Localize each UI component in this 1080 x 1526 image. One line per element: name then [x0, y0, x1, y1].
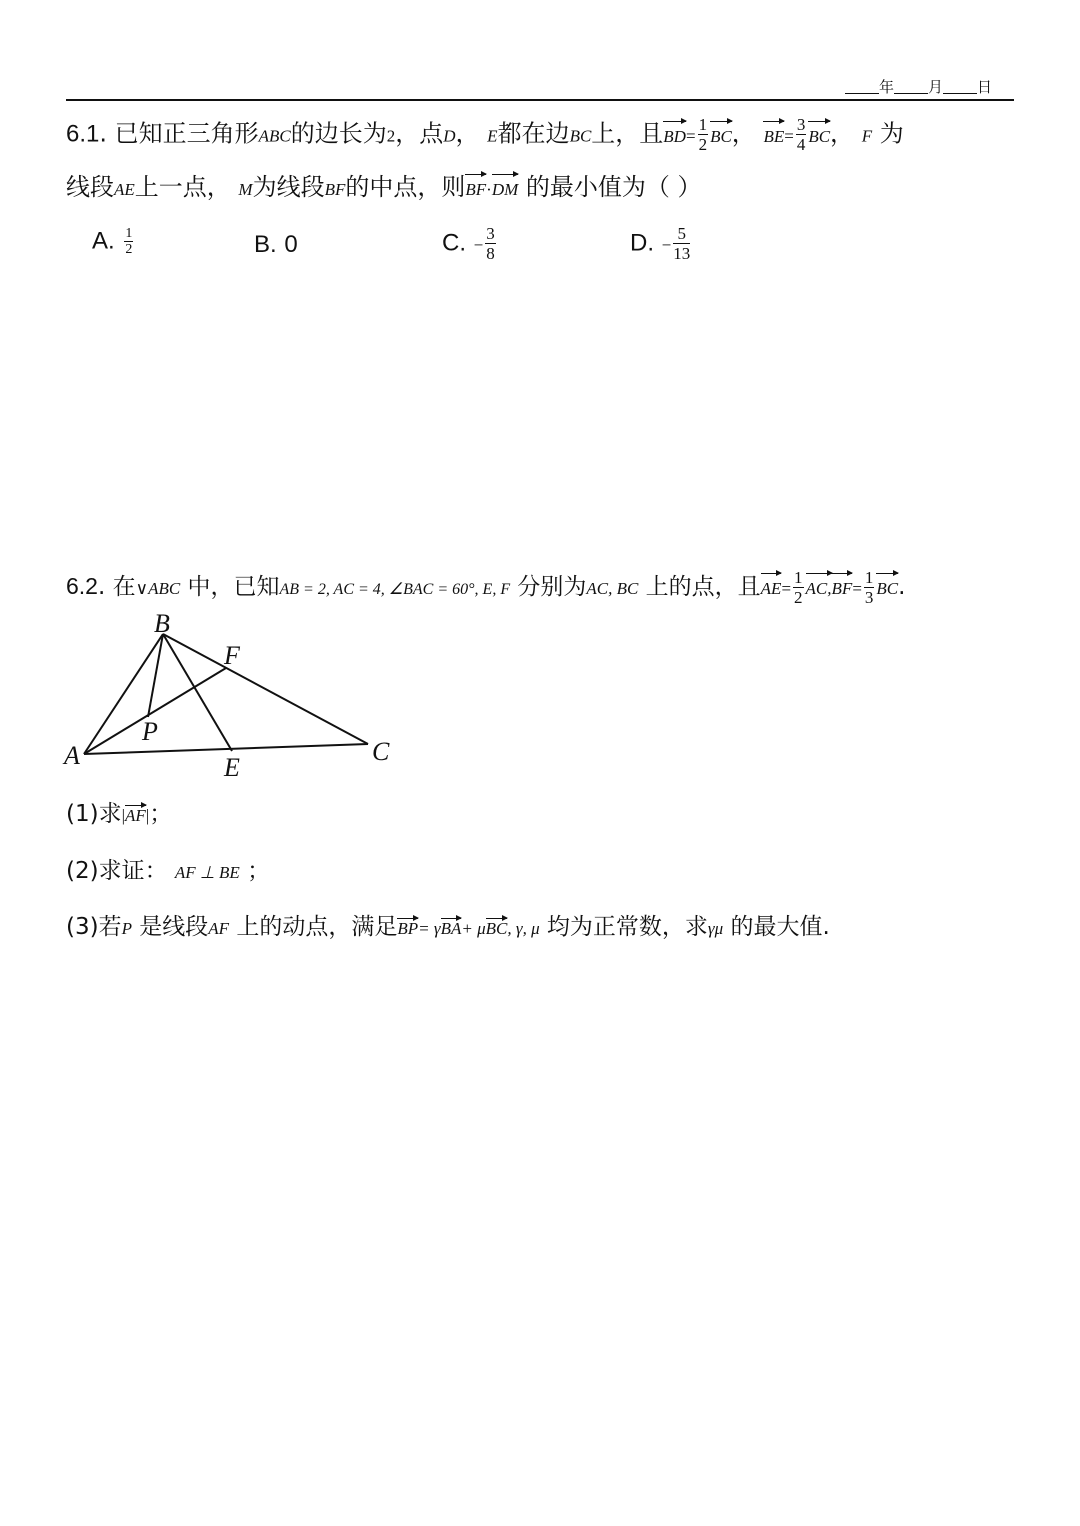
q2-part2: (2)求证： AF ⊥ BE ； [66, 858, 271, 884]
vector-bc: BC [485, 919, 508, 938]
date-header: 年 月 日 [845, 76, 992, 97]
fraction-three-quarters: $\frac{3}{4}$ [796, 115, 806, 154]
vector-bf2: BF [832, 572, 853, 604]
q1-line2: 线段AE上一点， M为线段BF的中点，则BF·DM 的最小值为（ ） [66, 172, 702, 205]
vector-bp: BP [397, 919, 419, 938]
vector-bd: BD [663, 120, 686, 152]
label-p: P [142, 717, 158, 746]
segment-bc [163, 634, 368, 744]
triangle-figure [60, 606, 400, 786]
vector-ae: AE [761, 572, 782, 604]
option-b[interactable]: B. 0 [254, 231, 298, 258]
vector-bf: BF [465, 173, 486, 205]
label-f: F [224, 641, 240, 670]
header-rule [66, 99, 1014, 101]
label-b: B [154, 609, 170, 638]
vector-dm: DM [492, 173, 518, 205]
q2-part1: (1)求|AF|； [66, 801, 173, 827]
q1-line1: 6.1. 已知正三角形ABC的边长为2，点D， E都在边BC上，且BD= $\frac{1}{2}$ BC， BE= $\frac{3}{4}$ BC， F 为 [66, 115, 904, 154]
vector-be: BE [763, 120, 784, 152]
label-c: C [372, 737, 390, 766]
label-e: E [224, 753, 240, 782]
q2-stem: 6.2. 在∨ABC 中，已知AB = 2, AC = 4, ∠BAC = 60°, E, F 分别为AC, BC 上的点，且AE= $\frac{1}{2}$ AC,BF= $\frac{1}{3}$ BC. [66, 568, 906, 607]
option-d[interactable]: D. − $\frac{5}{13}$ [630, 224, 691, 263]
q2-part3: (3)若P 是线段AF 上的动点，满足BP= γBA+ μBC, γ, μ 均为正常数，求γμ 的最大值. [66, 914, 830, 940]
option-c[interactable]: C. − $\frac{3}{8}$ [442, 224, 495, 263]
fraction-half: $\frac{1}{2}$ [698, 115, 708, 154]
vector-ba: BA [440, 919, 462, 938]
option-a[interactable]: A. $\frac{1}{2}$ [92, 226, 133, 257]
vector-af: AF [125, 806, 146, 825]
label-a: A [64, 741, 80, 770]
